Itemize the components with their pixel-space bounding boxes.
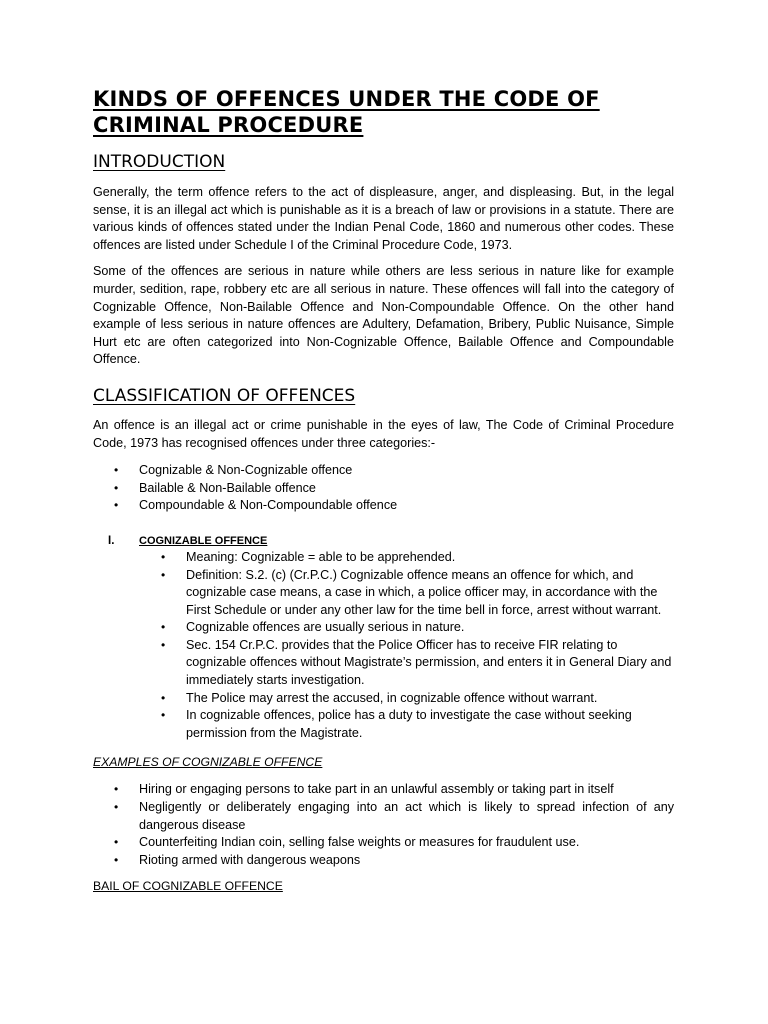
example-text: Negligently or deliberately engaging into an act which is likely to spread infection of any dangerous disease <box>139 800 674 832</box>
introduction-heading: INTRODUCTION <box>93 152 226 172</box>
bail-heading: BAIL OF COGNIZABLE OFFENCE <box>93 879 283 894</box>
bullet-icon: • <box>161 708 166 723</box>
list-item <box>93 781 674 799</box>
section-label: COGNIZABLE OFFENCE <box>139 534 268 547</box>
example-text: Rioting armed with dangerous weapons <box>139 852 361 867</box>
bullet-icon: • <box>161 637 166 652</box>
category-list <box>93 462 674 515</box>
list-item <box>93 799 674 834</box>
cognizable-points-list <box>93 549 674 743</box>
bullet-icon: • <box>114 782 119 797</box>
list-item <box>93 462 674 480</box>
list-item <box>93 567 674 620</box>
list-item <box>93 619 674 637</box>
examples-list <box>93 781 674 869</box>
point-text: Meaning: Cognizable = able to be apprehended. <box>186 549 456 564</box>
bullet-icon: • <box>161 549 166 564</box>
list-item <box>93 707 674 742</box>
cognizable-offence-heading <box>93 533 674 549</box>
example-text: Counterfeiting Indian coin, selling false weights or measures for fraudulent use. <box>139 835 580 850</box>
document-page <box>93 86 674 895</box>
classification-paragraph: An offence is an illegal act or crime punishable in the eyes of law, The Code of Criminal Procedure Code, 1973 has recognised offences under three categories:- <box>93 417 674 450</box>
point-text: Cognizable offences are usually serious in nature. <box>186 620 465 635</box>
bullet-icon: • <box>161 567 166 582</box>
point-text: Definition: S.2. (c) (Cr.P.C.) Cognizable offence means an offence for which, and cognizable case means, a case in which, a police officer may, in accordance with the First Schedule or under any other law for the time bell in force, arrest without warrant. <box>186 567 662 617</box>
example-text: Hiring or engaging persons to take part in an unlawful assembly or taking part in itself <box>139 782 614 797</box>
introduction-paragraph-2: Some of the offences are serious in nature while others are less serious in nature like for example murder, sedition, rape, robbery etc are all serious in nature. These offences will fall into the category of Cognizable Offence, Non-Bailable Offence and Non-Compoundable Offence. On the other hand example of less serious in nature offences are Adultery, Defamation, Bribery, Public Nuisance, Simple Hurt etc are often categorized into Non-Cognizable Offence, Bailable Offence and Compoundable Offence. <box>93 264 674 367</box>
bullet-icon: • <box>161 690 166 705</box>
bullet-icon: • <box>114 852 119 867</box>
bullet-icon: • <box>114 463 119 478</box>
category-text: Bailable & Non-Bailable offence <box>139 480 316 495</box>
list-item <box>93 497 674 515</box>
section-numeral: I. <box>108 534 115 547</box>
point-text: Sec. 154 Cr.P.C. provides that the Police Officer has to receive FIR relating to cognizable offences without Magistrate’s permission, and enters it in General Diary and immediately starts investigation. <box>186 637 672 688</box>
document-title-line-1: KINDS OF OFFENCES UNDER THE CODE OF <box>93 87 600 111</box>
document-title-line-2: CRIMINAL PROCEDURE <box>93 113 364 137</box>
bullet-icon: • <box>114 480 119 495</box>
list-item <box>93 834 674 852</box>
category-text: Cognizable & Non-Cognizable offence <box>139 463 353 478</box>
point-text: The Police may arrest the accused, in cognizable offence without warrant. <box>186 690 598 705</box>
examples-heading: EXAMPLES OF COGNIZABLE OFFENCE <box>93 755 323 770</box>
list-item <box>93 637 674 690</box>
list-item <box>93 480 674 498</box>
document-title <box>93 86 674 138</box>
list-item <box>93 852 674 870</box>
list-item <box>93 549 674 567</box>
category-text: Compoundable & Non-Compoundable offence <box>139 498 398 513</box>
bullet-icon: • <box>114 835 119 850</box>
bullet-icon: • <box>114 498 119 513</box>
bullet-icon: • <box>161 620 166 635</box>
bullet-icon: • <box>114 800 119 815</box>
point-text: In cognizable offences, police has a duty to investigate the case without seeking permission from the Magistrate. <box>186 708 632 740</box>
introduction-paragraph-1: Generally, the term offence refers to the act of displeasure, anger, and displeasing. But, in the legal sense, it is an illegal act which is punishable as it is a breach of law or provisions in a statute. There are various kinds of offences stated under the Indian Penal Code, 1860 and numerous other codes. These offences are listed under Schedule I of the Criminal Procedure Code, 1973. <box>93 185 674 252</box>
classification-heading: CLASSIFICATION OF OFFENCES <box>93 385 356 406</box>
list-item <box>93 690 674 708</box>
